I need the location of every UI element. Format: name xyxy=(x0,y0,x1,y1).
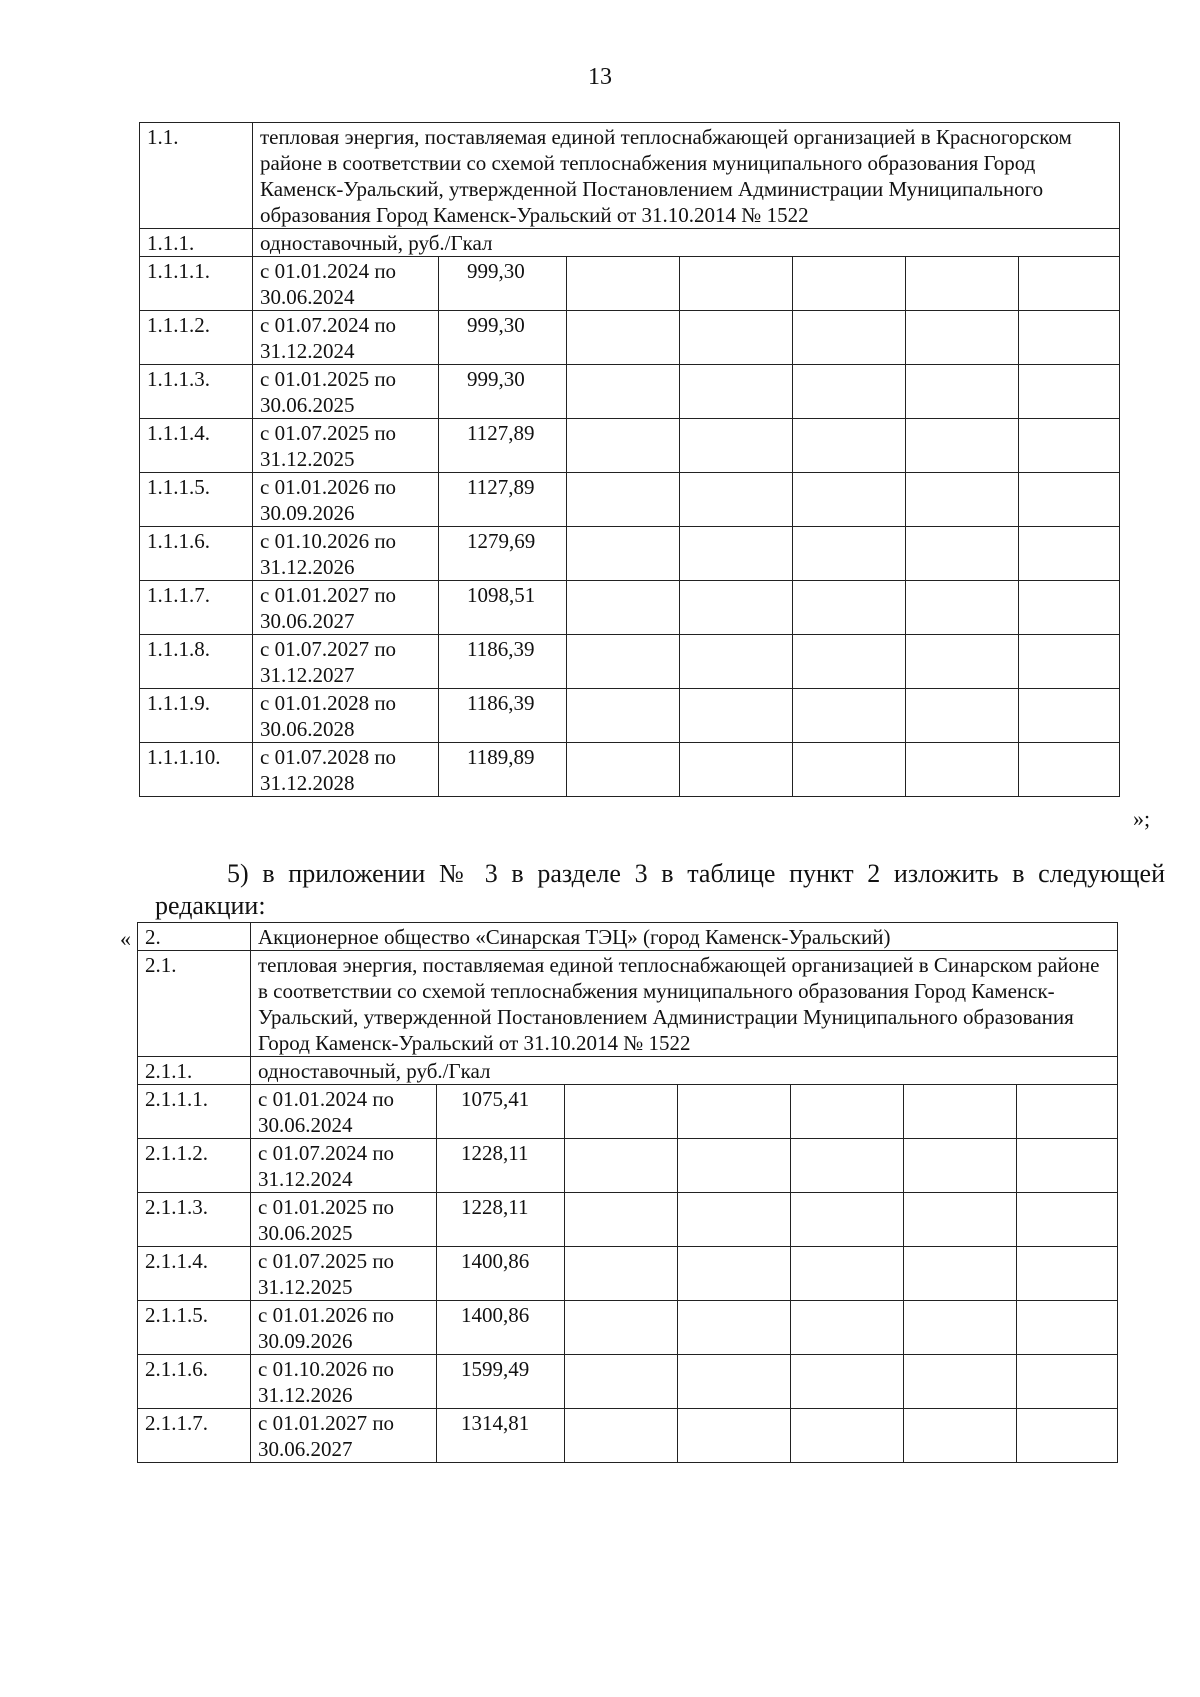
table-row xyxy=(140,689,1120,743)
empty-cell xyxy=(567,689,680,743)
row-code: 1.1.1.3. xyxy=(140,365,253,419)
row-period: с 01.01.2026 по 30.09.2026 xyxy=(251,1301,437,1355)
empty-cell xyxy=(793,581,906,635)
paragraph-line-1: 5) в приложении № 3 в разделе 3 в таблице пункт 2 изложить в следующей xyxy=(227,859,1165,888)
empty-cell xyxy=(565,1085,678,1139)
empty-cell xyxy=(567,527,680,581)
row-value: 1186,39 xyxy=(439,635,567,689)
subsection-code: 1.1.1. xyxy=(140,229,253,257)
row-code: 1.1.1.1. xyxy=(140,257,253,311)
table-row xyxy=(138,1139,1118,1193)
row-value: 1228,11 xyxy=(437,1193,565,1247)
row-value: 1599,49 xyxy=(437,1355,565,1409)
empty-cell xyxy=(680,311,793,365)
empty-cell xyxy=(567,743,680,797)
subsection-text: одноставочный, руб./Гкал xyxy=(251,1057,1118,1085)
empty-cell xyxy=(678,1409,791,1463)
section-code: 2.1. xyxy=(138,951,251,1057)
empty-cell xyxy=(680,419,793,473)
empty-cell xyxy=(565,1409,678,1463)
empty-cell xyxy=(793,257,906,311)
empty-cell xyxy=(904,1139,1017,1193)
row-period: с 01.01.2024 по 30.06.2024 xyxy=(253,257,439,311)
empty-cell xyxy=(904,1301,1017,1355)
row-code: 1.1.1.7. xyxy=(140,581,253,635)
empty-cell xyxy=(565,1193,678,1247)
empty-cell xyxy=(906,257,1019,311)
empty-cell xyxy=(906,743,1019,797)
row-value: 1127,89 xyxy=(439,473,567,527)
empty-cell xyxy=(906,311,1019,365)
table-row xyxy=(140,473,1120,527)
empty-cell xyxy=(791,1355,904,1409)
row-period: с 01.01.2027 по 30.06.2027 xyxy=(251,1409,437,1463)
empty-cell xyxy=(678,1085,791,1139)
empty-cell xyxy=(793,473,906,527)
table-row xyxy=(140,257,1120,311)
row-period: с 01.10.2026 по 31.12.2026 xyxy=(251,1355,437,1409)
empty-cell xyxy=(906,581,1019,635)
empty-cell xyxy=(791,1085,904,1139)
row-period: с 01.01.2024 по 30.06.2024 xyxy=(251,1085,437,1139)
empty-cell xyxy=(791,1301,904,1355)
empty-cell xyxy=(791,1247,904,1301)
empty-cell xyxy=(1019,689,1120,743)
header-row xyxy=(138,923,1118,951)
empty-cell xyxy=(1019,527,1120,581)
empty-cell xyxy=(680,581,793,635)
table-row xyxy=(140,311,1120,365)
empty-cell xyxy=(1017,1193,1118,1247)
row-code: 1.1.1.6. xyxy=(140,527,253,581)
empty-cell xyxy=(567,365,680,419)
header-text: Акционерное общество «Синарская ТЭЦ» (город Каменск-Уральский) xyxy=(251,923,1118,951)
row-code: 2.1.1.7. xyxy=(138,1409,251,1463)
empty-cell xyxy=(793,635,906,689)
empty-cell xyxy=(680,635,793,689)
row-period: с 01.07.2025 по 31.12.2025 xyxy=(251,1247,437,1301)
empty-cell xyxy=(565,1247,678,1301)
row-value: 999,30 xyxy=(439,365,567,419)
row-value: 1127,89 xyxy=(439,419,567,473)
table-row xyxy=(138,1409,1118,1463)
empty-cell xyxy=(1019,419,1120,473)
empty-cell xyxy=(1019,257,1120,311)
empty-cell xyxy=(678,1193,791,1247)
table-row xyxy=(138,1301,1118,1355)
empty-cell xyxy=(793,689,906,743)
empty-cell xyxy=(1017,1301,1118,1355)
row-period: с 01.07.2024 по 31.12.2024 xyxy=(251,1139,437,1193)
row-period: с 01.07.2027 по 31.12.2027 xyxy=(253,635,439,689)
empty-cell xyxy=(793,527,906,581)
amendment-paragraph xyxy=(155,858,1165,922)
empty-cell xyxy=(793,419,906,473)
empty-cell xyxy=(1017,1409,1118,1463)
row-value: 999,30 xyxy=(439,311,567,365)
empty-cell xyxy=(906,635,1019,689)
empty-cell xyxy=(1019,311,1120,365)
row-value: 1186,39 xyxy=(439,689,567,743)
empty-cell xyxy=(567,473,680,527)
row-code: 1.1.1.2. xyxy=(140,311,253,365)
row-code: 1.1.1.10. xyxy=(140,743,253,797)
table-row xyxy=(140,365,1120,419)
empty-cell xyxy=(567,311,680,365)
table-row xyxy=(138,1193,1118,1247)
subsection-text: одноставочный, руб./Гкал xyxy=(253,229,1120,257)
empty-cell xyxy=(904,1193,1017,1247)
empty-cell xyxy=(791,1409,904,1463)
empty-cell xyxy=(1019,581,1120,635)
subsection-row xyxy=(138,1057,1118,1085)
empty-cell xyxy=(678,1139,791,1193)
table-row xyxy=(140,581,1120,635)
subsection-row xyxy=(140,229,1120,257)
paragraph-line-2: редакции: xyxy=(155,891,266,920)
row-code: 1.1.1.9. xyxy=(140,689,253,743)
empty-cell xyxy=(791,1193,904,1247)
empty-cell xyxy=(565,1139,678,1193)
subsection-code: 2.1.1. xyxy=(138,1057,251,1085)
empty-cell xyxy=(1017,1355,1118,1409)
row-value: 1075,41 xyxy=(437,1085,565,1139)
empty-cell xyxy=(1017,1247,1118,1301)
empty-cell xyxy=(906,473,1019,527)
row-value: 999,30 xyxy=(439,257,567,311)
row-period: с 01.01.2028 по 30.06.2028 xyxy=(253,689,439,743)
row-value: 1279,69 xyxy=(439,527,567,581)
row-period: с 01.07.2024 по 31.12.2024 xyxy=(253,311,439,365)
table-row xyxy=(140,743,1120,797)
row-period: с 01.01.2027 по 30.06.2027 xyxy=(253,581,439,635)
table-row xyxy=(138,1247,1118,1301)
table-row xyxy=(138,1355,1118,1409)
row-value: 1098,51 xyxy=(439,581,567,635)
row-period: с 01.01.2025 по 30.06.2025 xyxy=(253,365,439,419)
tariff-table-sinarsky xyxy=(137,922,1118,1463)
empty-cell xyxy=(565,1355,678,1409)
empty-cell xyxy=(680,743,793,797)
table-row xyxy=(140,419,1120,473)
empty-cell xyxy=(791,1139,904,1193)
empty-cell xyxy=(904,1355,1017,1409)
row-value: 1400,86 xyxy=(437,1247,565,1301)
empty-cell xyxy=(680,689,793,743)
row-value: 1189,89 xyxy=(439,743,567,797)
row-code: 2.1.1.6. xyxy=(138,1355,251,1409)
empty-cell xyxy=(904,1409,1017,1463)
row-code: 2.1.1.4. xyxy=(138,1247,251,1301)
empty-cell xyxy=(1019,743,1120,797)
empty-cell xyxy=(678,1355,791,1409)
empty-cell xyxy=(1019,365,1120,419)
row-code: 2.1.1.3. xyxy=(138,1193,251,1247)
row-period: с 01.07.2028 по 31.12.2028 xyxy=(253,743,439,797)
empty-cell xyxy=(680,257,793,311)
empty-cell xyxy=(1019,635,1120,689)
row-period: с 01.01.2026 по 30.09.2026 xyxy=(253,473,439,527)
empty-cell xyxy=(1019,473,1120,527)
opening-quote: « xyxy=(120,926,131,951)
empty-cell xyxy=(793,311,906,365)
empty-cell xyxy=(906,419,1019,473)
empty-cell xyxy=(906,365,1019,419)
empty-cell xyxy=(680,365,793,419)
empty-cell xyxy=(567,581,680,635)
row-period: с 01.10.2026 по 31.12.2026 xyxy=(253,527,439,581)
page-number: 13 xyxy=(588,64,612,90)
section-row xyxy=(140,123,1120,229)
row-code: 1.1.1.8. xyxy=(140,635,253,689)
row-value: 1400,86 xyxy=(437,1301,565,1355)
section-text: тепловая энергия, поставляемая единой теплоснабжающей организацией в Красногорском районе в соответствии со схемой теплоснабжения муниципального образования Город Каменск-Уральский, утвержденной Постановлением Администрации Муниципального образования Город Каменск-Уральский от 31.10.2014 № 1522 xyxy=(253,123,1120,229)
empty-cell xyxy=(793,365,906,419)
empty-cell xyxy=(678,1247,791,1301)
empty-cell xyxy=(680,527,793,581)
empty-cell xyxy=(904,1247,1017,1301)
row-code: 1.1.1.5. xyxy=(140,473,253,527)
row-code: 2.1.1.2. xyxy=(138,1139,251,1193)
empty-cell xyxy=(906,527,1019,581)
row-period: с 01.01.2025 по 30.06.2025 xyxy=(251,1193,437,1247)
table-row xyxy=(140,635,1120,689)
empty-cell xyxy=(1017,1139,1118,1193)
empty-cell xyxy=(906,689,1019,743)
empty-cell xyxy=(567,419,680,473)
empty-cell xyxy=(793,743,906,797)
row-value: 1314,81 xyxy=(437,1409,565,1463)
empty-cell xyxy=(567,257,680,311)
row-code: 2.1.1.5. xyxy=(138,1301,251,1355)
row-code: 2.1.1.1. xyxy=(138,1085,251,1139)
empty-cell xyxy=(565,1301,678,1355)
row-period: с 01.07.2025 по 31.12.2025 xyxy=(253,419,439,473)
section-text: тепловая энергия, поставляемая единой теплоснабжающей организацией в Синарском районе в соответствии со схемой теплоснабжения муниципального образования Город Каменск-Уральский, утвержденной Постановлением Администрации Муниципального образования Город Каменск-Уральский от 31.10.2014 № 1522 xyxy=(251,951,1118,1057)
row-value: 1228,11 xyxy=(437,1139,565,1193)
table-row xyxy=(140,527,1120,581)
empty-cell xyxy=(1017,1085,1118,1139)
section-code: 1.1. xyxy=(140,123,253,229)
empty-cell xyxy=(680,473,793,527)
table-row xyxy=(138,1085,1118,1139)
section-row xyxy=(138,951,1118,1057)
closing-quote: »; xyxy=(1133,806,1151,831)
empty-cell xyxy=(904,1085,1017,1139)
empty-cell xyxy=(678,1301,791,1355)
header-code: 2. xyxy=(138,923,251,951)
row-code: 1.1.1.4. xyxy=(140,419,253,473)
tariff-table-krasnogorsk xyxy=(139,122,1120,797)
empty-cell xyxy=(567,635,680,689)
